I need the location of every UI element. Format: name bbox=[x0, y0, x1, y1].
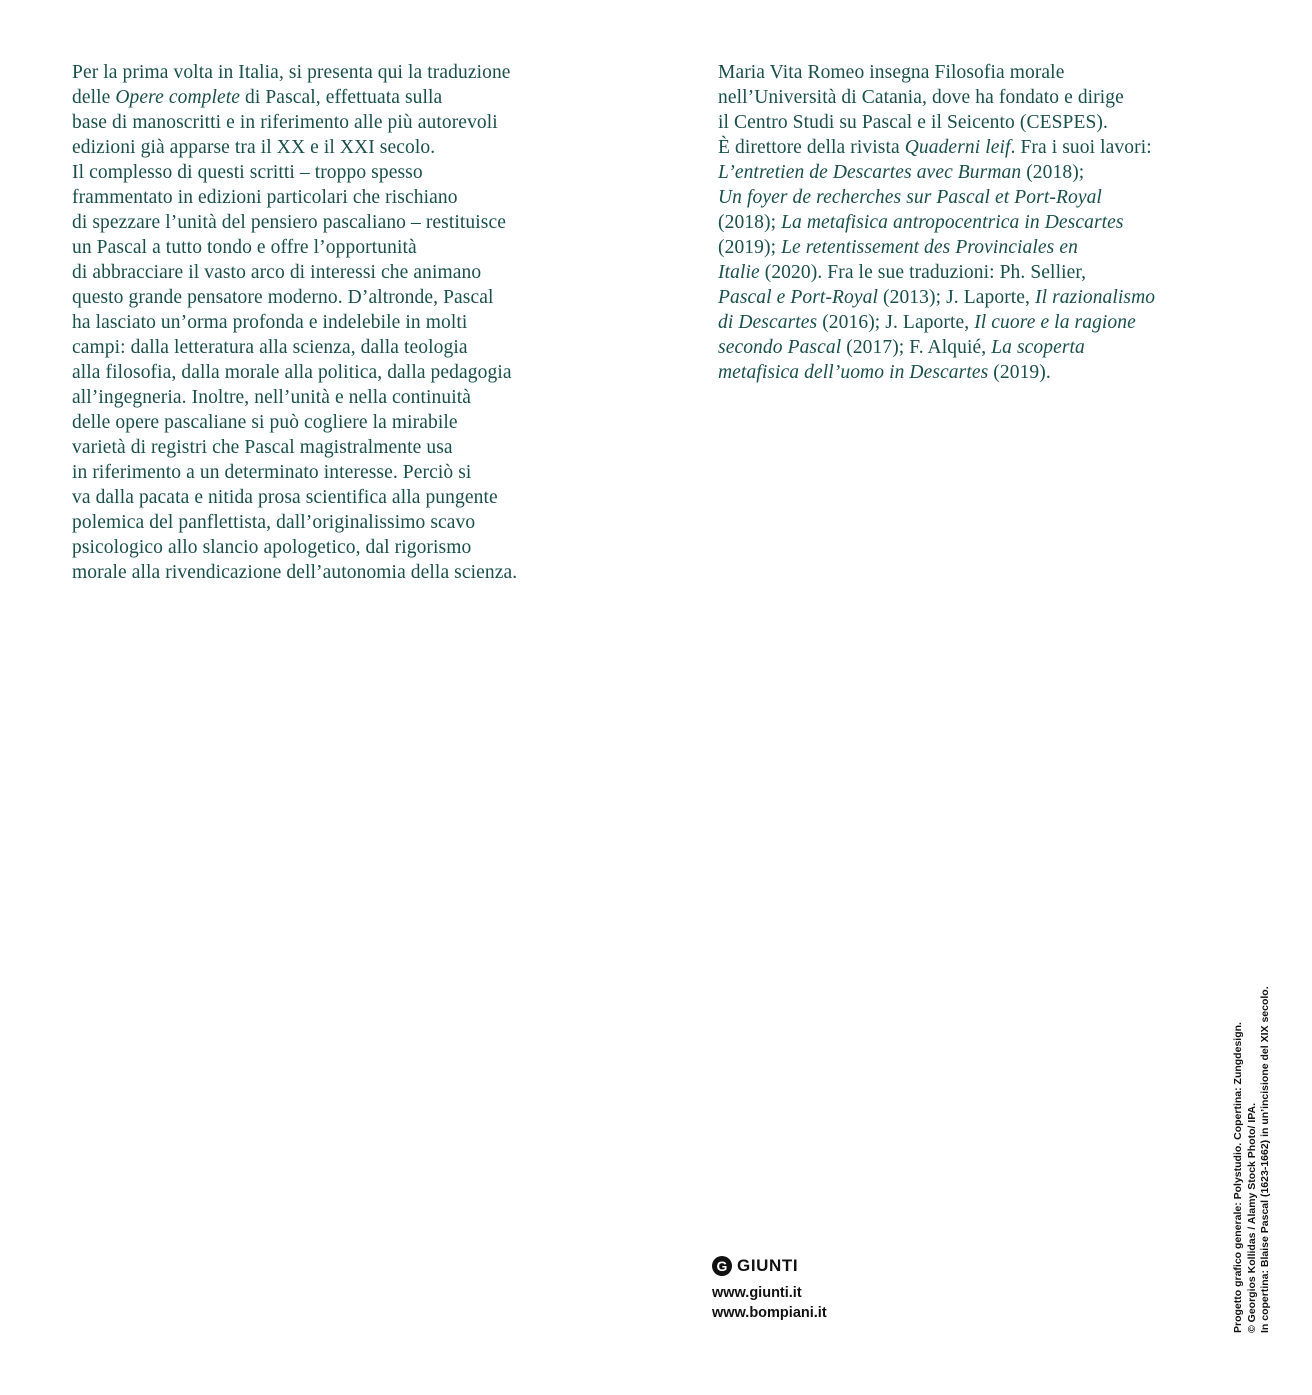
text-line: il Centro Studi su Pascal e il Seicento (CESPES). bbox=[718, 112, 1109, 133]
text-line: di Descartes (2016); J. Laporte, Il cuore e la ragione bbox=[718, 312, 1136, 333]
text-line: campi: dalla letteratura alla scienza, dalla teologia bbox=[72, 337, 468, 358]
book-description-text bbox=[72, 60, 602, 585]
text-line: va dalla pacata e nitida prosa scientifica alla pungente bbox=[72, 487, 498, 508]
text-line: nell’Università di Catania, dove ha fondato e dirige bbox=[718, 87, 1124, 108]
text-line: (2019); Le retentissement des Provinciales en bbox=[718, 237, 1078, 258]
giunti-logo-text: GIUNTI bbox=[737, 1256, 799, 1275]
text-line: (2018); La metafisica antropocentrica in Descartes bbox=[718, 212, 1124, 233]
text-line: © Georgios Kollidas / Alamy Stock Photo/ IPA. bbox=[1245, 1102, 1258, 1333]
text-line: questo grande pensatore moderno. D’altronde, Pascal bbox=[72, 287, 494, 308]
text-line: di abbracciare il vasto arco di interessi che animano bbox=[72, 262, 482, 283]
text-line: È direttore della rivista Quaderni leif. Fra i suoi lavori: bbox=[718, 137, 1152, 158]
text-line: Pascal e Port-Royal (2013); J. Laporte, Il razionalismo bbox=[718, 287, 1156, 308]
text-line: Italie (2020). Fra le sue traduzioni: Ph. Sellier, bbox=[718, 262, 1087, 283]
text-line: Progetto grafico generale: Polystudio. Copertina: Zungdesign. bbox=[1232, 1022, 1244, 1333]
publisher-websites bbox=[712, 1283, 827, 1323]
text-line: ha lasciato un’orma profonda e indelebile in molti bbox=[72, 312, 468, 333]
spine-color-strip bbox=[1289, 0, 1312, 1395]
text-line: polemica del panflettista, dall’originalissimo scavo bbox=[72, 512, 476, 533]
text-line: alla filosofia, dalla morale alla politica, dalla pedagogia bbox=[72, 362, 512, 383]
giunti-url: www.giunti.it bbox=[712, 1285, 802, 1301]
giunti-logo bbox=[712, 1256, 827, 1276]
text-line: base di manoscritti e in riferimento alle più autorevoli bbox=[72, 112, 498, 133]
bompiani-url: www.bompiani.it bbox=[712, 1305, 827, 1321]
text-line: all’ingegneria. Inoltre, nell’unità e nella continuità bbox=[72, 387, 472, 408]
text-line: un Pascal a tutto tondo e offre l’opportunità bbox=[72, 237, 417, 258]
publisher-footer bbox=[712, 1256, 827, 1323]
giunti-logo-mark-icon: G bbox=[712, 1256, 732, 1276]
text-line: Per la prima volta in Italia, si presenta qui la traduzione bbox=[72, 62, 511, 83]
text-line: morale alla rivendicazione dell’autonomia della scienza. bbox=[72, 562, 518, 583]
text-line: delle opere pascaliane si può cogliere la mirabile bbox=[72, 412, 458, 433]
text-line: in riferimento a un determinato interesse. Perciò si bbox=[72, 462, 472, 483]
text-line: di spezzare l’unità del pensiero pascaliano – restituisce bbox=[72, 212, 506, 233]
text-line: Il complesso di questi scritti – troppo spesso bbox=[72, 162, 423, 183]
text-line: Un foyer de recherches sur Pascal et Port-Royal bbox=[718, 187, 1102, 208]
text-line: varietà di registri che Pascal magistralmente usa bbox=[72, 437, 453, 458]
author-bio-text bbox=[718, 60, 1238, 385]
photo-credits-vertical-text bbox=[1232, 973, 1273, 1333]
text-line: Maria Vita Romeo insegna Filosofia morale bbox=[718, 62, 1065, 83]
text-line: frammentato in edizioni particolari che rischiano bbox=[72, 187, 458, 208]
text-line: secondo Pascal (2017); F. Alquié, La scoperta bbox=[718, 337, 1085, 358]
text-line: In copertina: Blaise Pascal (1623-1662) in un’incisione del XIX secolo. bbox=[1259, 986, 1271, 1333]
text-line: metafisica dell’uomo in Descartes (2019). bbox=[718, 362, 1051, 383]
text-line: psicologico allo slancio apologetico, dal rigorismo bbox=[72, 537, 472, 558]
text-line: delle Opere complete di Pascal, effettuata sulla bbox=[72, 87, 443, 108]
text-line: L’entretien de Descartes avec Burman (2018); bbox=[718, 162, 1085, 183]
text-line: edizioni già apparse tra il XX e il XXI secolo. bbox=[72, 137, 436, 158]
